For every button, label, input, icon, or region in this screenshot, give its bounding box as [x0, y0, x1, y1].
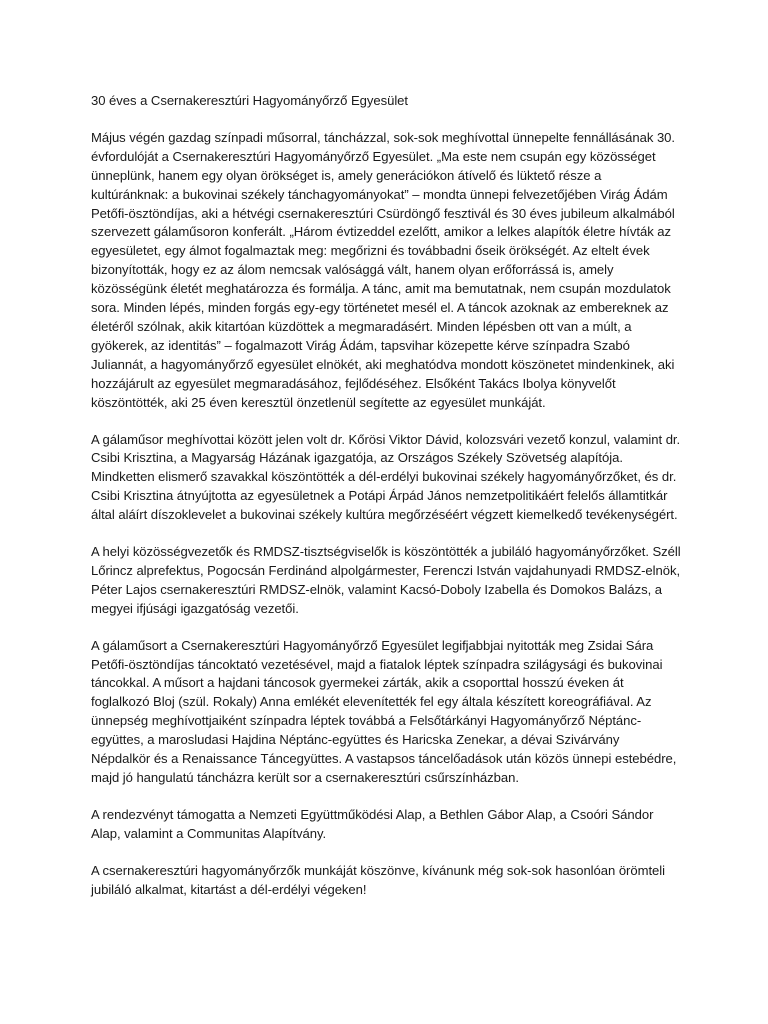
paragraph-sponsors: A rendezvényt támogatta a Nemzeti Együttműködési Alap, a Bethlen Gábor Alap, a Csoóri Sándor Alap, valamint a Communitas Alapítvány.: [91, 806, 654, 841]
article-title: 30 éves a Csernakeresztúri Hagyományőrző Egyesület: [91, 93, 408, 108]
paragraph-guests: A gálaműsor meghívottai között jelen volt dr. Kőrösi Viktor Dávid, kolozsvári vezető konzul, valamint dr. Csibi Krisztina, a Magyarság Házának igazgatója, az Országos Székely Szövetség alapítója. Mindketten elismerő szavakkal köszöntötték a dél-erdélyi bukovinai székely hagyományőrzőket, és dr. Csibi Krisztina átnyújtotta az egyesületnek a Potápi Árpád János nemzetpolitikáért felelős államtitkár által aláírt díszoklevelet a bukovinai székely kultúra megőrzéséért végzett kiemelkedő tevékenységért.: [91, 431, 681, 523]
paragraph-intro: Május végén gazdag színpadi műsorral, táncházzal, sok-sok meghívottal ünnepelte fennállásának 30. évfordulóját a Csernakeresztúri Hagyományőrző Egyesület. „Ma este nem csupán egy közösséget ünneplünk, hanem egy olyan örökséget is, amely generációkon átívelő és lüktető része a kultúránknak: a bukovinai székely tánchagyományokat” – mondta ünnepi felvezetőjében Virág Ádám Petőfi-ösztöndíjas, aki a hétvégi csernakeresztúri Csürdöngő fesztivál és 30 éves jubileum alkalmából szervezett gálaműsoron konferált. „Három évtizeddel ezelőtt, amikor a lelkes alapítók életre hívták az egyesületet, egy álmot fogalmaztak meg: megőrizni és továbbadni őseik örökségét. Az eltelt évek bizonyították, hogy ez az álom nemcsak valósággá vált, hanem olyan erőforrássá is, amely közösségünk életét meghatározza és formálja. A tánc, amit ma bemutatnak, nem csupán mozdulatok sora. Minden lépés, minden forgás egy-egy történetet mesél el. A táncok azoknak az embereknek az életéről szólnak, akik kitartóan küzdöttek a megmaradásért. Minden lépésben ott van a múlt, a gyökerek, az identitás” – fogalmazott Virág Ádám, tapsvihar közepette kérve színpadra Szabó Juliannát, a hagyományőrző egyesület elnökét, aki meghatódva mondott köszönetet mindenkinek, aki hozzájárult az egyesület megmaradásához, fejlődéséhez. Elsőként Takács Ibolya könyvelőt köszöntötték, aki 25 éven keresztül önzetlenül segítette az egyesület munkáját.: [91, 129, 675, 410]
paragraph-local-leaders: A helyi közösségvezetők és RMDSZ-tisztségviselők is köszöntötték a jubiláló hagyományőrzőket. Széll Lőrincz alprefektus, Pogocsán Ferdinánd alpolgármester, Ferenczi István vajdahunyadi RMDSZ-elnök, Péter Lajos csernakeresztúri RMDSZ-elnök, valamint Kacsó-Doboly Izabella és Domokos Balázs, a megyei ifjúsági igazgatóság vezetői.: [91, 544, 681, 616]
paragraph-gala-program: A gálaműsort a Csernakeresztúri Hagyományőrző Egyesület legifjabbjai nyitották meg Zsidai Sára Petőfi-ösztöndíjas táncoktató vezetésével, majd a fiatalok léptek színpadra szilágysági és bukovinai táncokkal. A műsort a hajdani táncosok gyermekei zárták, akik a csoporttal hosszú éveken át foglalkozó Bloj (szül. Rokaly) Anna emlékét elevenítették fel egy általa készített koreográfiával. Az ünnepség meghívottjaiként színpadra léptek továbbá a Felsőtárkányi Hagyományőrző Néptánc-együttes, a marosludasi Hajdina Néptánc-együttes és Haricska Zenekar, a dévai Szivárvány Népdalkör és a Renaissance Táncegyüttes. A vastapsos táncelőadások után közös ünnepi estebédre, majd jó hangulatú táncházra került sor a csernakeresztúri csűrszínházban.: [91, 637, 677, 785]
paragraph-closing: A csernakeresztúri hagyományőrzők munkáját köszönve, kívánunk még sok-sok hasonlóan örömteli jubiláló alkalmat, kitartást a dél-erdélyi végeken!: [91, 862, 665, 897]
